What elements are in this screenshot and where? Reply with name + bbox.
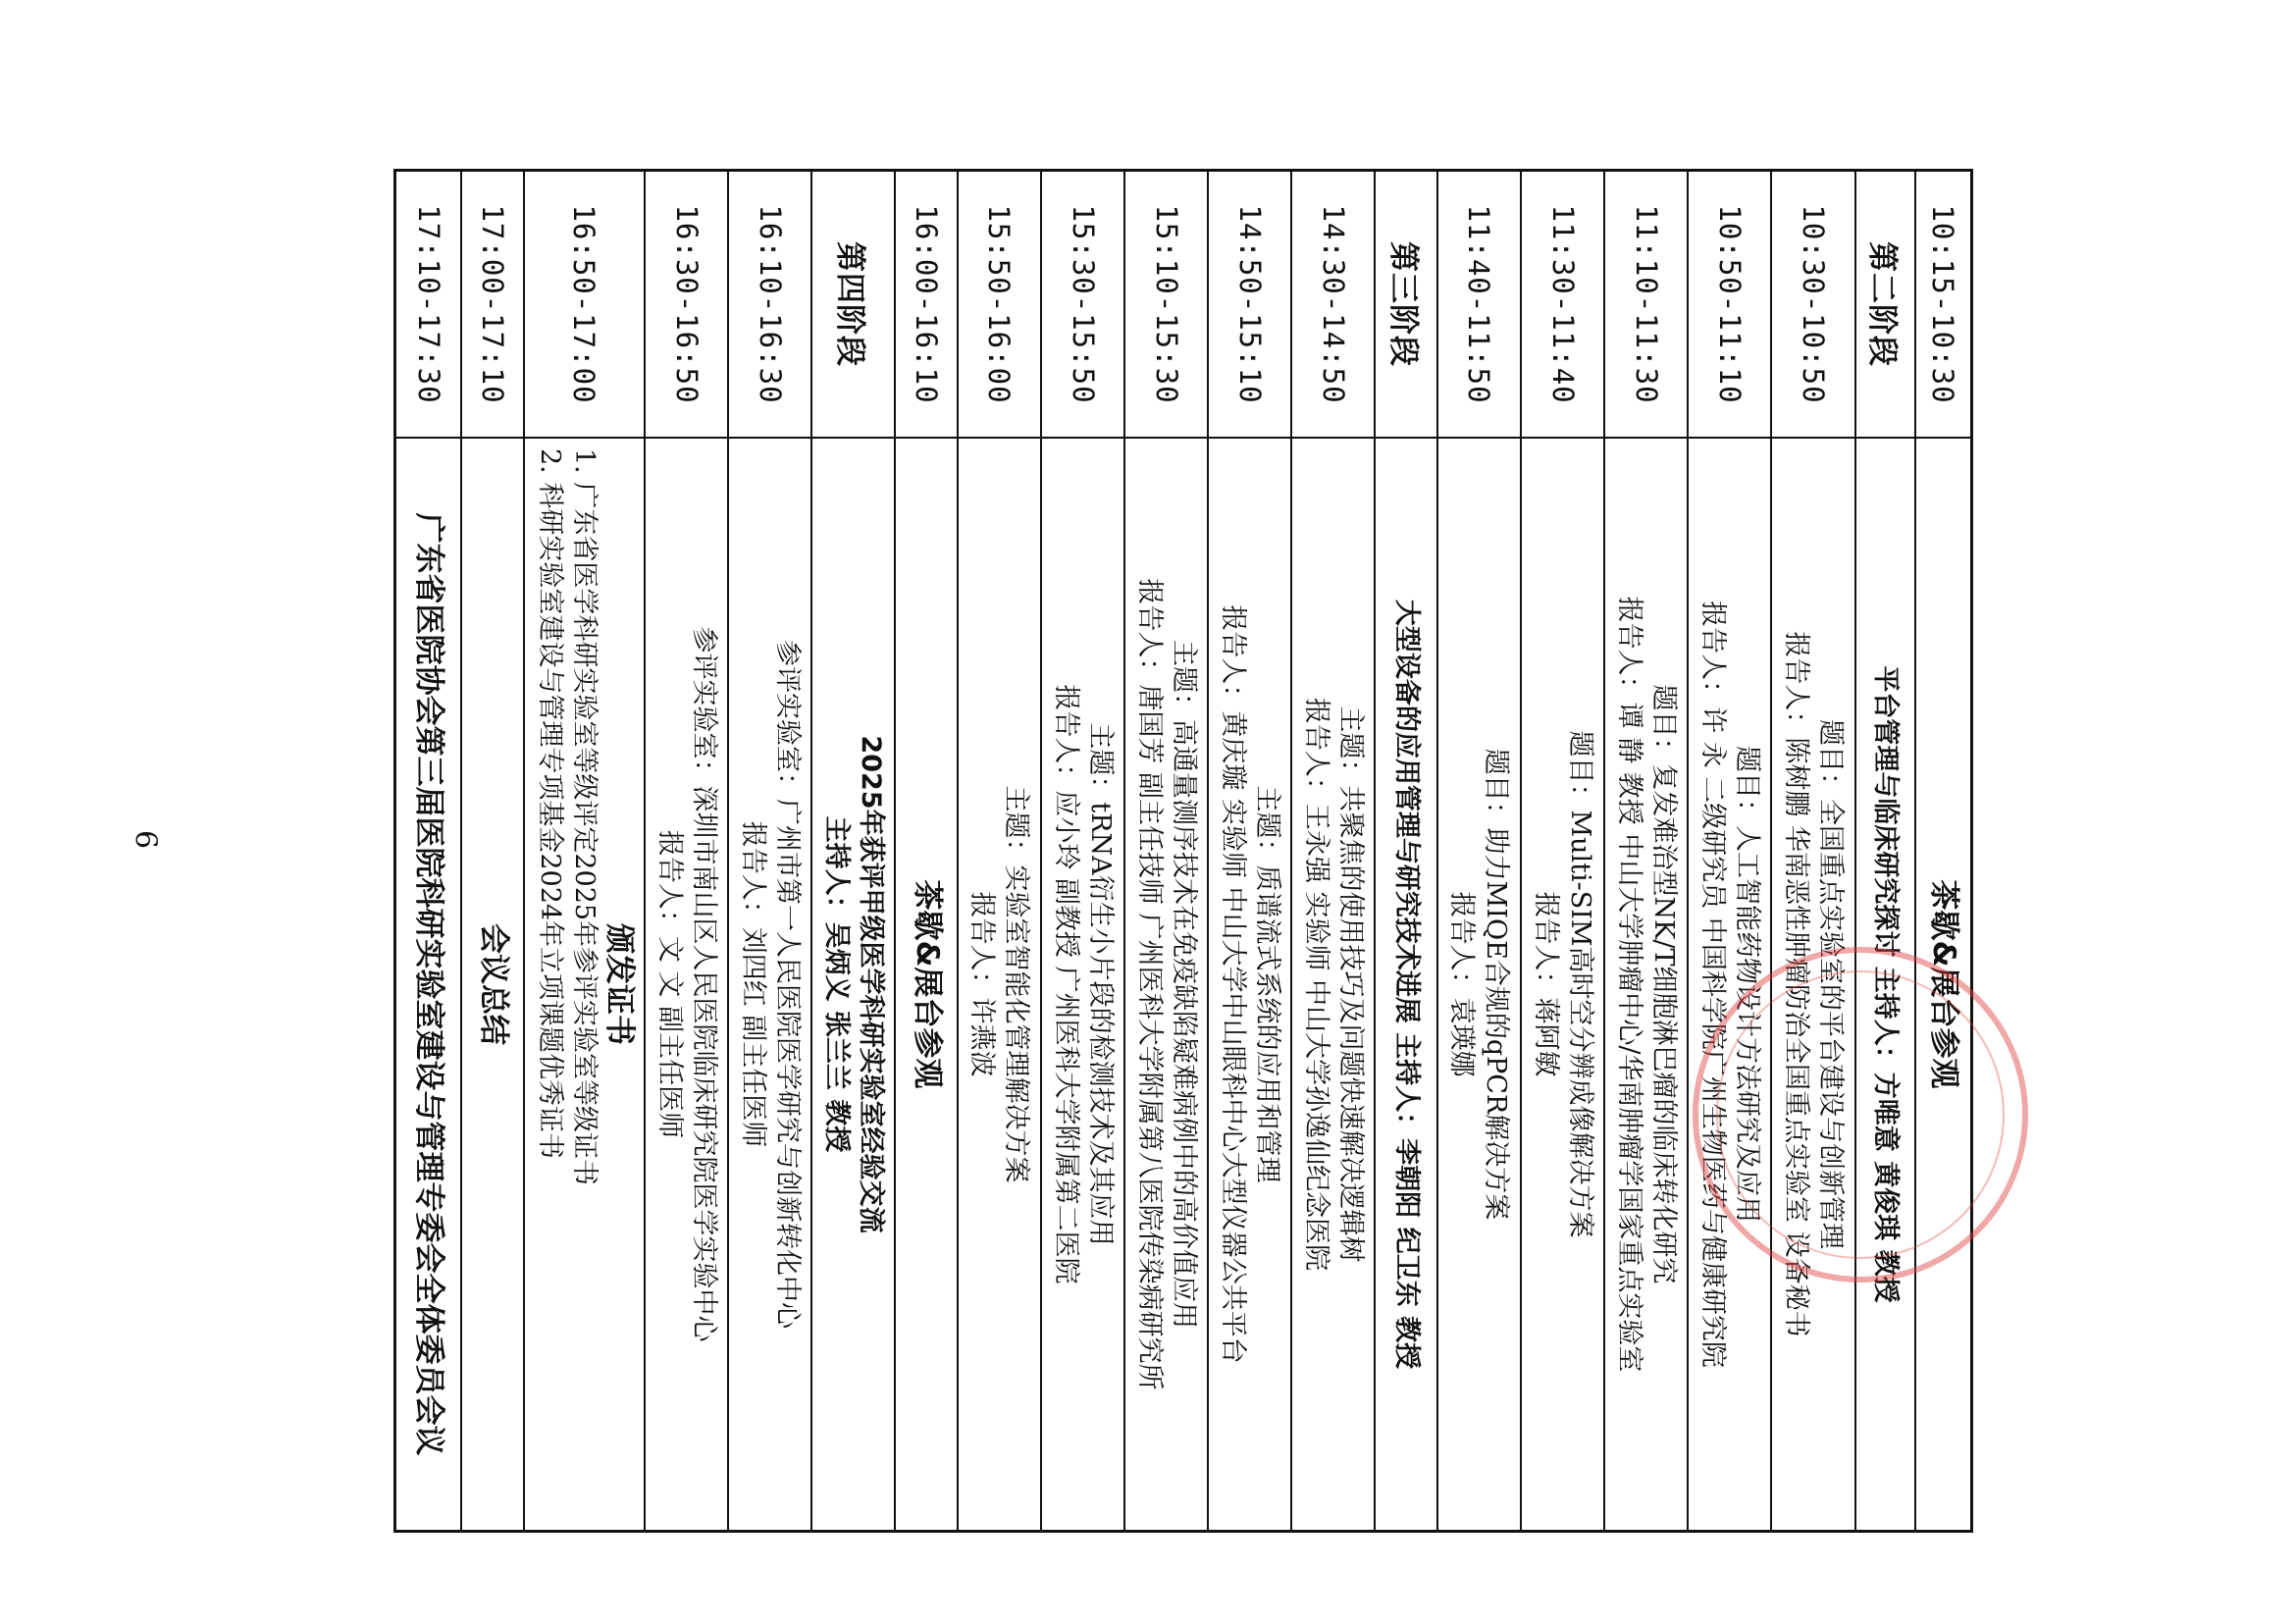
- session-line: 报告人：蒋阿敏: [1530, 891, 1561, 1077]
- session-line: 报告人：应小玲 副教授 广州医科大学附属第二医院: [1050, 684, 1081, 1284]
- session-line: 报告人：许 永 二级研究员 中国科学院广州生物医药与健康研究院: [1696, 601, 1728, 1368]
- time-slot: 16:30-16:50: [645, 171, 728, 439]
- session-line: 主持人：吴炳义 张兰兰 教授: [820, 815, 852, 1153]
- session-line: 主题：实验室智能化管理解决方案: [1001, 785, 1032, 1183]
- session-details: [958, 438, 1041, 1532]
- session-line: 报告人：王永强 实验师 中山大学孙逸仙纪念医院: [1300, 697, 1331, 1272]
- session-title: [1915, 438, 1972, 1532]
- session-line: 题目：复发难治型NK/T细胞淋巴瘤的临床转化研究: [1647, 684, 1679, 1284]
- session-line: 报告人：文 文 副主任医师: [653, 829, 685, 1139]
- time-slot: 14:50-15:10: [1208, 171, 1291, 439]
- session-details: [1437, 438, 1521, 1532]
- schedule-row: [1437, 171, 1521, 1532]
- time-slot: 10:15-10:30: [1915, 171, 1972, 439]
- schedule-row: [1915, 171, 1972, 1532]
- session-line: 茶歇&展台参观: [1925, 879, 1961, 1089]
- time-slot: 16:50-17:00: [524, 171, 645, 439]
- session-line: 报告人：唐国芳 副主任技师 广州医科大学附属第八医院传染病研究所: [1133, 578, 1165, 1390]
- session-line: 报告人：陈树鹏 华南恶性肿瘤防治全国重点实验室 设备秘书: [1780, 631, 1811, 1337]
- time-slot: 17:10-17:30: [395, 171, 462, 439]
- session-details: [1604, 438, 1688, 1532]
- session-title: [895, 438, 957, 1532]
- session-line: 题目：Multi-SIM高时空分辨成像解决方案: [1564, 730, 1595, 1238]
- session-line: 主题：tRNA衍生小片段的检测技术及其应用: [1084, 722, 1116, 1246]
- schedule-row: [1376, 171, 1437, 1532]
- session-line: 大型设备的应用管理与研究技术进展 主持人：李朝阳 纪卫东 教授: [1390, 599, 1422, 1370]
- session-details: [524, 438, 645, 1532]
- session-details: [1208, 438, 1291, 1532]
- stage-label: 第四阶段: [811, 171, 895, 439]
- schedule-row: [1291, 171, 1375, 1532]
- session-line: 主题：高通量测序技术在免疫缺陷疑难病例中的高价值应用: [1168, 640, 1199, 1329]
- schedule-table-body: [395, 171, 1972, 1532]
- session-details: [1291, 438, 1375, 1532]
- schedule-row: [811, 171, 895, 1532]
- session-line: 2025年获评甲级医学科研实验室经验交流: [855, 735, 886, 1233]
- session-line: 报告人：袁瑛娜: [1446, 891, 1478, 1077]
- time-slot: 15:10-15:30: [1124, 171, 1208, 439]
- schedule-row: [958, 171, 1041, 1532]
- time-slot: 16:10-16:30: [728, 171, 811, 439]
- session-line: 平台管理与临床研究探讨 主持人：方唯意 黄俊琪 教授: [1869, 665, 1901, 1303]
- schedule-row: [524, 171, 645, 1532]
- page-number: 6: [128, 829, 163, 850]
- schedule-table: [393, 169, 1973, 1533]
- session-line: 报告人：谭 静 教授 中山大学肿瘤中心/华南肿瘤学国家重点实验室: [1613, 596, 1644, 1373]
- stage-title: [811, 438, 895, 1532]
- schedule-row: [645, 171, 728, 1532]
- session-line: 题目：全国重点实验室的平台建设与创新管理: [1814, 719, 1846, 1249]
- stage-title: [1855, 438, 1915, 1532]
- schedule-row: [1124, 171, 1208, 1532]
- session-line: 广东省医院协会第三届医院科研实验室建设与管理专委会全体委员会议: [411, 512, 447, 1456]
- time-slot: 11:30-11:40: [1521, 171, 1604, 439]
- schedule-table-rotated: [393, 169, 1973, 1533]
- session-line: 参评实验室：广州市第一人民医院医学研究与创新转化中心: [771, 640, 803, 1329]
- schedule-row: [1604, 171, 1688, 1532]
- schedule-row: [1208, 171, 1291, 1532]
- session-line: 报告人：许燕波: [966, 891, 998, 1077]
- time-slot: 17:00-17:10: [461, 171, 523, 439]
- session-line: 1. 广东省医学科研实验室等级评定2025年参评实验室等级证书: [568, 448, 600, 1186]
- stage-title: [1376, 438, 1437, 1532]
- stage-label: 第三阶段: [1376, 171, 1437, 439]
- session-line: 颁发证书: [600, 923, 637, 1045]
- session-line: 2. 科研实验室建设与管理专项基金2024年立项课题优秀证书: [534, 448, 565, 1160]
- session-details: [645, 438, 728, 1532]
- time-slot: 10:50-11:10: [1688, 171, 1771, 439]
- session-details: [1771, 438, 1854, 1532]
- stage-label: 第二阶段: [1855, 171, 1915, 439]
- time-slot: 11:40-11:50: [1437, 171, 1521, 439]
- schedule-row: [1771, 171, 1854, 1532]
- session-line: 主题：共聚焦的使用技巧及问题快速解决逻辑树: [1334, 706, 1366, 1263]
- time-slot: 11:10-11:30: [1604, 171, 1688, 439]
- session-line: 参评实验室：深圳市南山区人民医院临床研究院医学实验中心: [688, 626, 719, 1342]
- session-details: [1688, 438, 1771, 1532]
- time-slot: 15:50-16:00: [958, 171, 1041, 439]
- schedule-row: [1855, 171, 1915, 1532]
- schedule-row: [395, 171, 462, 1532]
- schedule-row: [1688, 171, 1771, 1532]
- time-slot: 15:30-15:50: [1041, 171, 1124, 439]
- session-line: 报告人：黄庆璇 实验师 中山大学中山眼科中心大型仪器公共平台: [1217, 604, 1248, 1364]
- time-slot: 10:30-10:50: [1771, 171, 1854, 439]
- session-details: [728, 438, 811, 1532]
- time-slot: 16:00-16:10: [895, 171, 957, 439]
- session-line: 题目：人工智能药物设计方法研究及应用: [1731, 746, 1762, 1223]
- session-details: [1041, 438, 1124, 1532]
- session-line: 主题：质谱流式系统的应用和管理: [1251, 785, 1282, 1183]
- session-title: [395, 438, 462, 1532]
- session-line: 会议总结: [475, 923, 511, 1045]
- session-details: [1521, 438, 1604, 1532]
- session-details: [1124, 438, 1208, 1532]
- session-line: 茶歇&展台参观: [909, 879, 945, 1089]
- time-slot: 14:30-14:50: [1291, 171, 1375, 439]
- schedule-row: [461, 171, 523, 1532]
- session-line: 报告人：刘四红 副主任医师: [737, 820, 768, 1148]
- schedule-row: [895, 171, 957, 1532]
- session-line: 题目：助力MIQE合规的qPCR解决方案: [1481, 748, 1512, 1221]
- schedule-row: [1521, 171, 1604, 1532]
- schedule-row: [728, 171, 811, 1532]
- schedule-row: [1041, 171, 1124, 1532]
- session-title: [461, 438, 523, 1532]
